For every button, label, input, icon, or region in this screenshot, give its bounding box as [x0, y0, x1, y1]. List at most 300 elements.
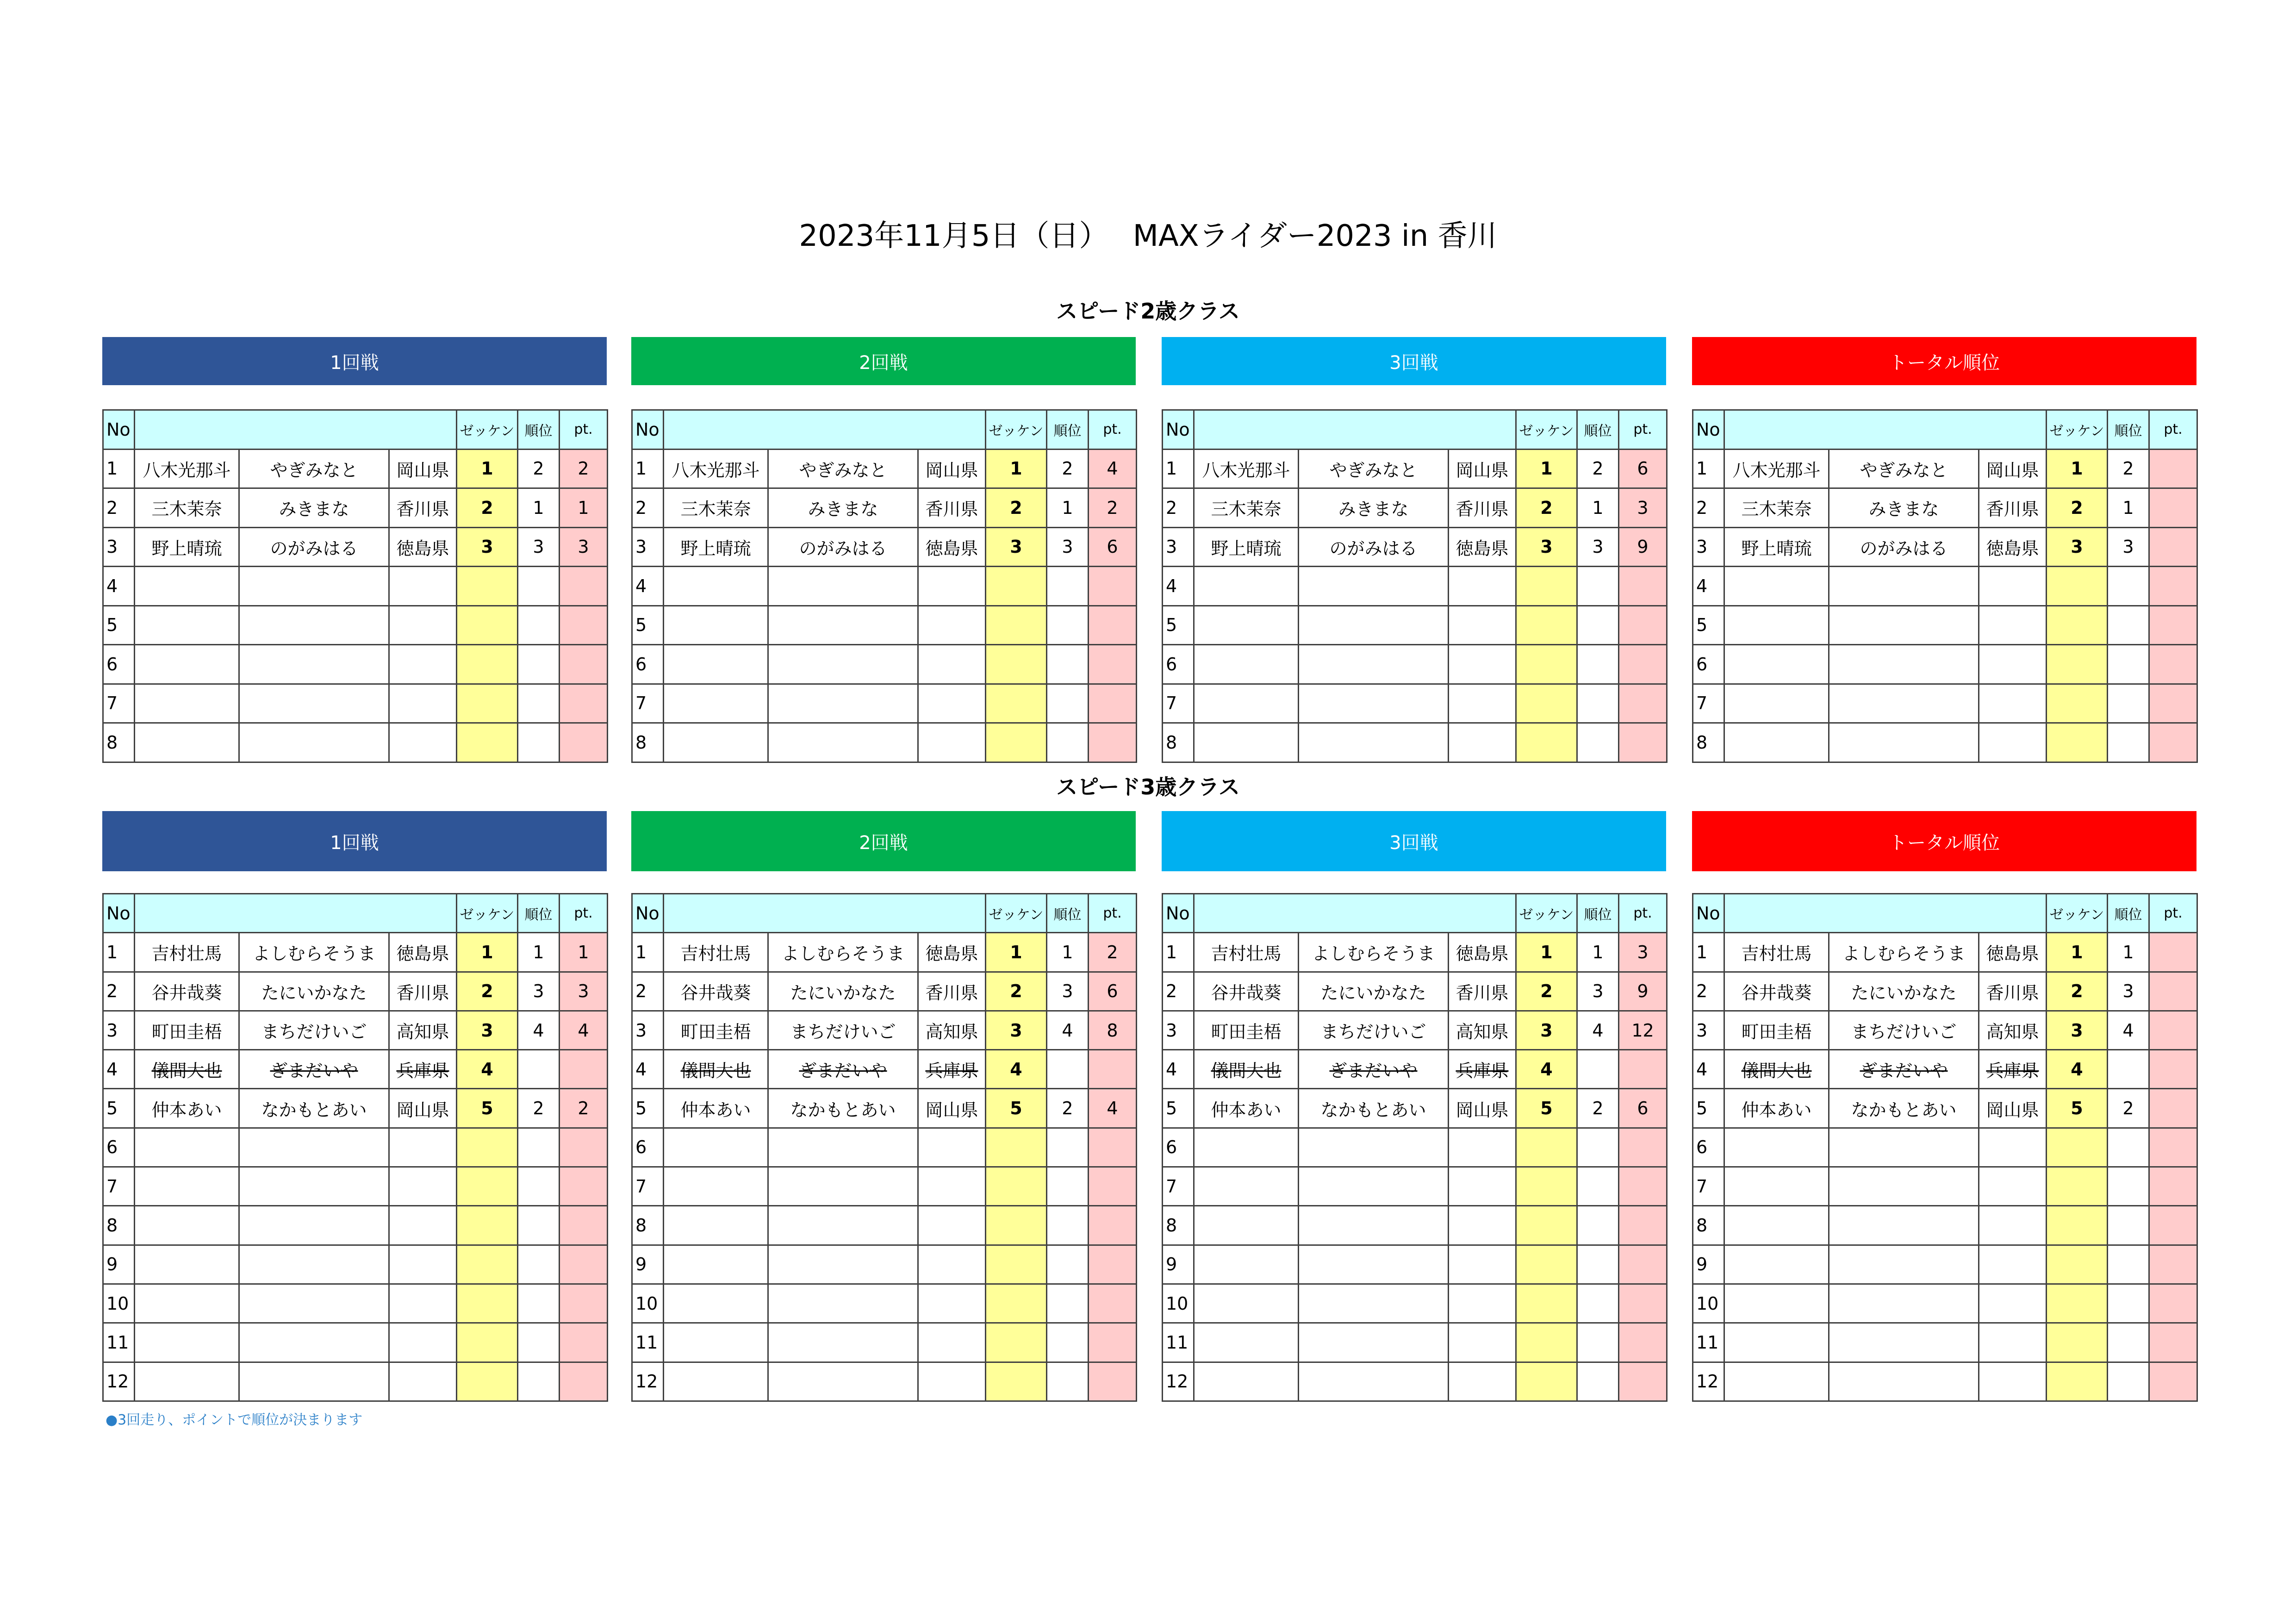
rider-kana: [1299, 1050, 1449, 1089]
points-value: [2149, 933, 2197, 972]
zekken-number: [1516, 1284, 1577, 1323]
rider-kana: のがみはる: [768, 527, 918, 567]
rider-prefecture: [389, 1245, 457, 1284]
row-number: 4: [632, 567, 664, 606]
rank-value: 3: [2108, 972, 2149, 1011]
row-number: 2: [103, 972, 135, 1011]
rider-kana: まちだけいご: [768, 1011, 918, 1049]
rider-kana: まちだけいご: [1829, 1011, 1979, 1049]
rider-prefecture: [918, 606, 986, 645]
rank-value: 3: [1047, 972, 1089, 1011]
rider-kana-struck: ぎまだいや: [1860, 1061, 1948, 1081]
col-header-rank: 順位: [1577, 410, 1619, 450]
rider-name: [1724, 684, 1829, 723]
row-number: 7: [632, 684, 664, 723]
footnote: ●3回走り、ポイントで順位が決まります: [106, 1412, 363, 1428]
rider-name-struck: 儀間大也: [1741, 1061, 1812, 1081]
table-row: [632, 1011, 1137, 1049]
rider-prefecture: [1449, 1167, 1516, 1206]
rank-value: 4: [1047, 1011, 1089, 1049]
points-value: [560, 1245, 608, 1284]
points-value: 4: [1089, 449, 1137, 488]
zekken-number: 5: [457, 1089, 518, 1128]
table-row: [1163, 567, 1667, 606]
rider-kana: [1829, 567, 1979, 606]
rider-prefecture: [1449, 1284, 1516, 1323]
table-row: [103, 1167, 608, 1206]
row-number: 3: [1693, 1011, 1724, 1049]
rider-prefecture: [1449, 1245, 1516, 1284]
rider-kana: [239, 1206, 389, 1245]
row-number: 1: [632, 449, 664, 488]
rider-kana: やぎみなと: [1299, 449, 1449, 488]
rider-prefecture: [389, 723, 457, 762]
rank-value: 2: [1047, 449, 1089, 488]
table-row: [1163, 606, 1667, 645]
points-value: [1089, 645, 1137, 684]
rank-value: [2108, 1167, 2149, 1206]
row-number: 10: [632, 1284, 664, 1323]
rank-value: 1: [2108, 488, 2149, 528]
col-header-pt: pt.: [560, 410, 608, 450]
points-value: [1619, 1284, 1667, 1323]
rider-name: [1194, 1323, 1299, 1362]
row-number: 9: [1693, 1245, 1724, 1284]
col-header-pt: pt.: [1619, 894, 1667, 933]
rider-prefecture: [1979, 1050, 2047, 1089]
row-number: 6: [632, 1128, 664, 1167]
rider-name: [135, 1323, 239, 1362]
points-value: [2149, 1128, 2197, 1167]
rider-prefecture: [918, 1167, 986, 1206]
points-value: [2149, 1011, 2197, 1049]
rider-prefecture: 徳島県: [918, 527, 986, 567]
rank-value: [518, 1206, 560, 1245]
col-header-no: No: [1163, 894, 1194, 933]
points-value: [2149, 488, 2197, 528]
col-header-rank: 順位: [1047, 410, 1089, 450]
zekken-number: 1: [457, 933, 518, 972]
table-row: [103, 1284, 608, 1323]
table-row: [632, 972, 1137, 1011]
rider-prefecture-struck: 兵庫県: [1986, 1061, 2039, 1081]
rider-name: [664, 1206, 768, 1245]
rank-value: [1047, 1167, 1089, 1206]
table-row: [632, 527, 1137, 567]
rider-name: [664, 1167, 768, 1206]
rider-kana: [1299, 645, 1449, 684]
col-header-rank: 順位: [2108, 410, 2149, 450]
rider-name: [135, 1245, 239, 1284]
rank-value: [1047, 723, 1089, 762]
rider-kana: [768, 1167, 918, 1206]
row-number: 5: [632, 1089, 664, 1128]
row-number: 2: [103, 488, 135, 528]
points-value: [1089, 1284, 1137, 1323]
class2-round-1-header: 1回戦: [102, 337, 607, 385]
points-value: [1089, 684, 1137, 723]
rider-prefecture: 香川県: [389, 488, 457, 528]
points-value: [2149, 972, 2197, 1011]
rider-name: [664, 606, 768, 645]
rider-name: [1194, 1128, 1299, 1167]
rank-value: [518, 645, 560, 684]
rider-name: 町田圭梧: [664, 1011, 768, 1049]
col-header-no: No: [1693, 410, 1724, 450]
points-value: [2149, 527, 2197, 567]
rider-kana: たにいかなた: [768, 972, 918, 1011]
table-row: [1693, 1128, 2197, 1167]
points-value: [1089, 723, 1137, 762]
rider-prefecture: [918, 1362, 986, 1401]
points-value: 6: [1089, 527, 1137, 567]
rider-name: [1194, 1206, 1299, 1245]
rider-prefecture: 高知県: [1979, 1011, 2047, 1049]
rider-prefecture: 徳島県: [389, 933, 457, 972]
col-header-name: [135, 894, 457, 933]
class3-round-1-header: 1回戦: [102, 811, 607, 871]
rider-prefecture: 岡山県: [918, 449, 986, 488]
rider-prefecture: [389, 1206, 457, 1245]
zekken-number: [457, 645, 518, 684]
col-header-no: No: [1693, 894, 1724, 933]
row-number: 3: [103, 527, 135, 567]
points-value: [2149, 1323, 2197, 1362]
points-value: 8: [1089, 1011, 1137, 1049]
points-value: [1619, 1362, 1667, 1401]
rank-value: [1047, 1245, 1089, 1284]
table-row: [103, 684, 608, 723]
rider-kana: のがみはる: [239, 527, 389, 567]
table-row: [1693, 1206, 2197, 1245]
zekken-number: 5: [2047, 1089, 2108, 1128]
table-row: [1693, 1284, 2197, 1323]
points-value: 2: [1089, 933, 1137, 972]
rider-name: [664, 723, 768, 762]
points-value: [1619, 606, 1667, 645]
col-header-zekken: ゼッケン: [457, 410, 518, 450]
rider-kana: [1829, 1245, 1979, 1284]
rider-name: [135, 567, 239, 606]
table-row: [103, 933, 608, 972]
points-value: [2149, 1245, 2197, 1284]
table-row: [1693, 527, 2197, 567]
rider-kana-struck: ぎまだいや: [270, 1061, 358, 1081]
rank-value: [1577, 1323, 1619, 1362]
rider-name: 吉村壮馬: [664, 933, 768, 972]
rider-kana: [768, 1284, 918, 1323]
table-row: [632, 449, 1137, 488]
rider-prefecture: 香川県: [1979, 488, 2047, 528]
table-row: [1693, 972, 2197, 1011]
rank-value: 2: [518, 449, 560, 488]
col-header-zekken: ゼッケン: [457, 894, 518, 933]
col-header-zekken: ゼッケン: [2047, 410, 2108, 450]
rank-value: 1: [1577, 933, 1619, 972]
table-row: [103, 1050, 608, 1089]
col-header-zekken: ゼッケン: [986, 894, 1047, 933]
rank-value: 3: [518, 972, 560, 1011]
zekken-number: [986, 567, 1047, 606]
row-number: 1: [1163, 449, 1194, 488]
rank-value: 2: [2108, 1089, 2149, 1128]
rank-value: 3: [518, 527, 560, 567]
zekken-number: [2047, 684, 2108, 723]
rank-value: [1047, 1284, 1089, 1323]
rank-value: [518, 1128, 560, 1167]
row-number: 2: [1163, 488, 1194, 528]
row-number: 10: [1163, 1284, 1194, 1323]
row-number: 7: [1693, 1167, 1724, 1206]
row-number: 4: [1693, 567, 1724, 606]
row-number: 7: [1163, 684, 1194, 723]
rank-value: [1577, 1362, 1619, 1401]
rider-name: [1724, 1323, 1829, 1362]
table-row: [1693, 1011, 2197, 1049]
rider-prefecture: [1449, 1206, 1516, 1245]
rider-kana: [768, 1362, 918, 1401]
rider-kana: [1829, 1206, 1979, 1245]
rider-kana: みきまな: [239, 488, 389, 528]
rider-kana: [1299, 1206, 1449, 1245]
row-number: 4: [103, 567, 135, 606]
points-value: [2149, 1050, 2197, 1089]
col-header-name: [1724, 410, 2047, 450]
rider-kana: よしむらそうま: [1299, 933, 1449, 972]
table-row: [1693, 1050, 2197, 1089]
rider-prefecture: 徳島県: [1449, 527, 1516, 567]
zekken-number: [457, 606, 518, 645]
zekken-number: 5: [986, 1089, 1047, 1128]
table-row: [632, 1167, 1137, 1206]
rider-prefecture: [389, 606, 457, 645]
zekken-number: 2: [986, 488, 1047, 528]
points-value: [2149, 606, 2197, 645]
rider-kana: [1829, 1362, 1979, 1401]
rider-kana: [768, 1323, 918, 1362]
rank-value: [1047, 1362, 1089, 1401]
row-number: 11: [632, 1323, 664, 1362]
rider-kana: まちだけいご: [1299, 1011, 1449, 1049]
zekken-number: [1516, 1362, 1577, 1401]
zekken-number: [2047, 1284, 2108, 1323]
row-number: 4: [103, 1050, 135, 1089]
rider-name: 野上晴琉: [1724, 527, 1829, 567]
col-header-rank: 順位: [518, 894, 560, 933]
rank-value: 3: [1577, 527, 1619, 567]
rider-prefecture: [1979, 1206, 2047, 1245]
table-row: [103, 567, 608, 606]
row-number: 6: [103, 645, 135, 684]
rider-kana: たにいかなた: [239, 972, 389, 1011]
row-number: 4: [1163, 1050, 1194, 1089]
points-value: 2: [1089, 488, 1137, 528]
table-row: [1693, 488, 2197, 528]
rider-kana: [1829, 606, 1979, 645]
table-row: [1693, 723, 2197, 762]
rider-name: 谷井哉葵: [1194, 972, 1299, 1011]
row-number: 6: [1693, 1128, 1724, 1167]
table-row: [1163, 1206, 1667, 1245]
rank-value: 3: [2108, 527, 2149, 567]
zekken-number: 2: [2047, 972, 2108, 1011]
rank-value: [1577, 1128, 1619, 1167]
table-row: [1693, 1089, 2197, 1128]
zekken-number: [1516, 1206, 1577, 1245]
points-value: [2149, 645, 2197, 684]
rider-name: [135, 606, 239, 645]
points-value: 2: [560, 449, 608, 488]
row-number: 8: [632, 1206, 664, 1245]
col-header-rank: 順位: [518, 410, 560, 450]
row-number: 1: [1693, 933, 1724, 972]
rider-prefecture-struck: 兵庫県: [925, 1061, 978, 1081]
points-value: [1619, 1323, 1667, 1362]
table-row: [1693, 606, 2197, 645]
table-row: [1163, 1167, 1667, 1206]
rider-prefecture: [1449, 1128, 1516, 1167]
rank-value: [2108, 1206, 2149, 1245]
rider-prefecture: 徳島県: [1979, 527, 2047, 567]
rank-value: 3: [1047, 527, 1089, 567]
rider-name: [1194, 1245, 1299, 1284]
points-value: [560, 1323, 608, 1362]
row-number: 1: [103, 933, 135, 972]
table-row: [103, 1206, 608, 1245]
row-number: 11: [1163, 1323, 1194, 1362]
zekken-number: 3: [986, 1011, 1047, 1049]
rider-kana: みきまな: [1829, 488, 1979, 528]
row-number: 8: [632, 723, 664, 762]
rider-kana: [1299, 1245, 1449, 1284]
table-row: [1693, 1323, 2197, 1362]
table-row: [1163, 723, 1667, 762]
rider-kana: やぎみなと: [768, 449, 918, 488]
class2-round-3-header: 3回戦: [1162, 337, 1666, 385]
zekken-number: 3: [2047, 1011, 2108, 1049]
row-number: 7: [1693, 684, 1724, 723]
points-value: 9: [1619, 527, 1667, 567]
rider-name: 谷井哉葵: [664, 972, 768, 1011]
points-value: 3: [560, 527, 608, 567]
zekken-number: [986, 1323, 1047, 1362]
rider-prefecture-struck: 兵庫県: [396, 1061, 449, 1081]
rank-value: [518, 684, 560, 723]
row-number: 10: [1693, 1284, 1724, 1323]
zekken-number: [457, 723, 518, 762]
rider-kana: よしむらそうま: [768, 933, 918, 972]
row-number: 5: [103, 1089, 135, 1128]
rider-kana-struck: ぎまだいや: [799, 1061, 887, 1081]
table-row: [632, 1128, 1137, 1167]
col-header-pt: pt.: [2149, 410, 2197, 450]
rider-prefecture: [1979, 567, 2047, 606]
rider-kana: [1829, 1323, 1979, 1362]
rider-prefecture: [1449, 684, 1516, 723]
page-title: 2023年11月5日（日） MAXライダー2023 in 香川: [799, 219, 1497, 253]
zekken-number: [986, 1128, 1047, 1167]
row-number: 8: [1693, 723, 1724, 762]
table-row: [1693, 567, 2197, 606]
rider-kana: [239, 1323, 389, 1362]
table-row: [1163, 1362, 1667, 1401]
rider-name: [1724, 1362, 1829, 1401]
rider-prefecture: [918, 1245, 986, 1284]
points-value: [1089, 1206, 1137, 1245]
rank-value: [1047, 567, 1089, 606]
row-number: 4: [1693, 1050, 1724, 1089]
table-row: [632, 1089, 1137, 1128]
rider-name: [135, 684, 239, 723]
zekken-number: [986, 1362, 1047, 1401]
zekken-number: 1: [1516, 449, 1577, 488]
rider-prefecture: [1979, 1167, 2047, 1206]
rider-name: 仲本あい: [664, 1089, 768, 1128]
points-value: [560, 645, 608, 684]
rank-value: [2108, 723, 2149, 762]
table-row: [1693, 1362, 2197, 1401]
rider-name: [135, 723, 239, 762]
rider-prefecture: 香川県: [1449, 488, 1516, 528]
rank-value: [1577, 1284, 1619, 1323]
rider-name: [1194, 1050, 1299, 1089]
rank-value: [518, 1245, 560, 1284]
points-value: [560, 606, 608, 645]
rank-value: [2108, 1050, 2149, 1089]
table-row: [1163, 1011, 1667, 1049]
row-number: 8: [1163, 1206, 1194, 1245]
rider-kana: なかもとあい: [768, 1089, 918, 1128]
class2-round-2-header: 2回戦: [631, 337, 1136, 385]
rider-prefecture: [1449, 645, 1516, 684]
class2-total-ranking-table: [1692, 409, 2198, 763]
rank-value: [1577, 645, 1619, 684]
row-number: 10: [103, 1284, 135, 1323]
zekken-number: [1516, 606, 1577, 645]
rider-prefecture: 香川県: [918, 488, 986, 528]
points-value: [1619, 1245, 1667, 1284]
points-value: [560, 1206, 608, 1245]
zekken-number: [986, 684, 1047, 723]
zekken-number: 1: [2047, 449, 2108, 488]
points-value: [2149, 1284, 2197, 1323]
table-row: [1693, 1167, 2197, 1206]
rider-prefecture: 岡山県: [389, 449, 457, 488]
rank-value: [1577, 1167, 1619, 1206]
rider-name: 八木光那斗: [135, 449, 239, 488]
rider-name: [1724, 1050, 1829, 1089]
rank-value: [1577, 567, 1619, 606]
points-value: 6: [1619, 1089, 1667, 1128]
col-header-no: No: [632, 410, 664, 450]
rider-kana: [768, 645, 918, 684]
zekken-number: 3: [457, 1011, 518, 1049]
zekken-number: [457, 1167, 518, 1206]
rank-value: [1577, 606, 1619, 645]
rider-name: [1194, 723, 1299, 762]
rider-name: 野上晴琉: [1194, 527, 1299, 567]
table-row: [632, 1284, 1137, 1323]
col-header-name: [1194, 894, 1516, 933]
rank-value: [2108, 1362, 2149, 1401]
row-number: 6: [1693, 645, 1724, 684]
row-number: 6: [1163, 1128, 1194, 1167]
table-row: [1163, 933, 1667, 972]
row-number: 8: [103, 1206, 135, 1245]
rider-prefecture: 岡山県: [1449, 1089, 1516, 1128]
rank-value: [518, 1050, 560, 1089]
zekken-number: [1516, 1128, 1577, 1167]
